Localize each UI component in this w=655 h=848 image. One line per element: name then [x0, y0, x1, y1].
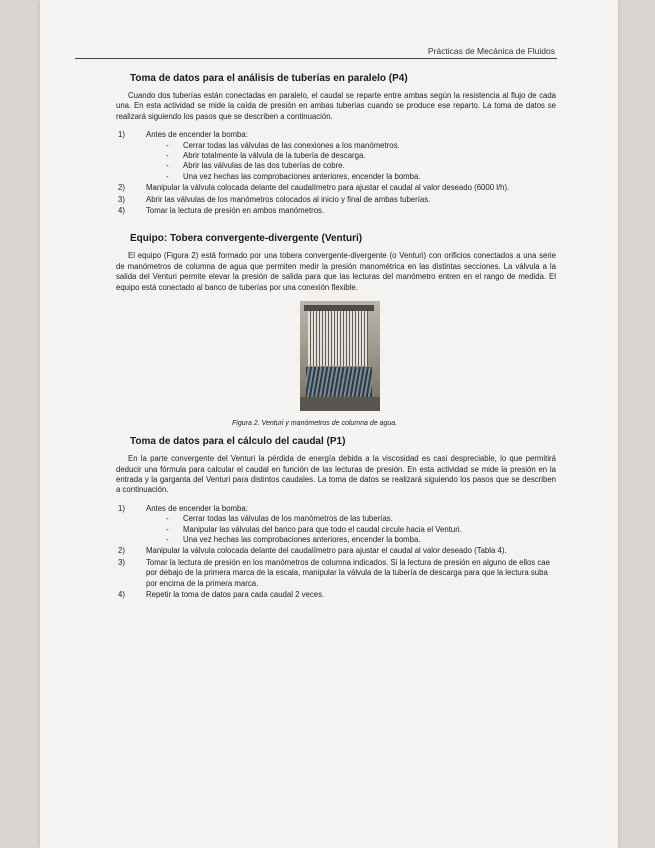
step-number: 3) [118, 557, 125, 567]
sub-step-list [146, 141, 556, 183]
step-number: 4) [118, 206, 125, 216]
connection-hoses [306, 367, 372, 397]
step-item [116, 590, 556, 600]
figure-caption: Figura 2. Venturi y manómetros de columna de agua. [232, 420, 398, 428]
step-text: Tomar la lectura de presión en los manómetros de columna indicados. Si la lectura de presión en alguno de ellos cae por debajo de la primera marca de la escala, manipular la válvula de la tubería de descarga para que la lectura suba por encima de la primera marca. [146, 557, 550, 588]
step-number: 2) [118, 546, 125, 556]
section-flow-measurement [116, 435, 556, 600]
document-content [116, 72, 556, 601]
step-text: Repetir la toma de datos para cada caudal 2 veces. [146, 589, 325, 599]
sub-step-item: - Cerrar todas las válvulas de las conexiones a los manómetros. [146, 141, 556, 151]
sub-step-item: - Abrir totalmente la válvula de la tubería de descarga. [146, 151, 556, 161]
running-header: Prácticas de Mecánica de Fluidos [427, 46, 555, 56]
step-number: 1) [118, 503, 125, 513]
section-title: Toma de datos para el análisis de tuberías en paralelo (P4) [130, 73, 408, 84]
section-paragraph: Cuando dos tuberías están conectadas en paralelo, el caudal se reparte entre ambas según la resistencia al flujo de cada una. En esta actividad se mide la caída de presión en ambas tuberías cuando se produce ese reparto. La toma de datos se realizará siguiendo los pasos que se describen a continuación. [116, 91, 556, 121]
section-equipment [116, 232, 556, 431]
sub-step-item: - Una vez hechas las comprobaciones anteriores, encender la bomba. [146, 172, 556, 182]
step-text: Antes de encender la bomba: [146, 503, 248, 513]
step-item [116, 206, 556, 216]
step-number: 4) [118, 589, 125, 599]
venturi-photo [300, 301, 380, 411]
step-text: Abrir las válvulas de los manómetros colocados al inicio y final de ambas tuberías. [146, 194, 431, 204]
step-item [116, 546, 556, 556]
section-title: Toma de datos para el cálculo del caudal (P1) [130, 436, 346, 448]
sub-step-item: - Abrir las válvulas de las dos tuberías de cobre. [146, 161, 556, 171]
section-paragraph: El equipo (Figura 2) está formado por una tobera convergente-divergente (o Venturi) con orificios conectados a una serie de manómetros de columna de agua que permiten medir la presión manométrica en las distintas secciones. La válvula a la salida del Venturi permite elevar la presión de salida para que las lecturas del manómetro entren en el rango de medida. El equipo está conectado al banco de tuberías por una conexión flexible. [116, 251, 556, 292]
step-item [116, 130, 556, 182]
sub-step-item: - Una vez hechas las comprobaciones anteriores, encender la bomba. [146, 535, 556, 545]
step-text: Tomar la lectura de presión en ambos manómetros. [146, 206, 325, 216]
step-number: 3) [118, 194, 125, 204]
step-number: 2) [118, 183, 125, 193]
section-paragraph: En la parte convergente del Venturi la pérdida de energía debida a la viscosidad es casi despreciable, lo que permitirá deducir una fórmula para calcular el caudal en función de las lecturas de presión. En esta actividad se mide la presión en la entrada y la garganta del Venturi para distintos caudales. La toma de datos se realizará siguiendo los pasos que se describen a continuación. [116, 454, 556, 495]
step-item [116, 558, 556, 589]
step-text: Manipular la válvula colocada delante del caudalímetro para ajustar el caudal al valor deseado (Tabla 4). [146, 546, 507, 556]
header-rule [75, 58, 557, 59]
sub-step-item: - Manipular las válvulas del banco para que todo el caudal circule hacia el Venturi. [146, 525, 556, 535]
step-text: Manipular la válvula colocada delante del caudalímetro para ajustar el caudal al valor deseado (6000 l/h). [146, 183, 510, 193]
step-item [116, 504, 556, 546]
step-number: 1) [118, 130, 125, 140]
step-item [116, 195, 556, 205]
step-list [116, 130, 556, 216]
section-title: Equipo: Tobera convergente-divergente (Venturi) [130, 233, 363, 245]
manometer-tubes [308, 311, 368, 366]
step-item [116, 183, 556, 193]
figure-2 [116, 301, 556, 431]
sub-step-list [146, 514, 556, 545]
venturi-base [300, 397, 380, 411]
sub-step-item: - Cerrar todas las válvulas de los manómetros de las tuberías. [146, 514, 556, 524]
step-text: Antes de encender la bomba: [146, 130, 248, 140]
step-list [116, 504, 556, 601]
